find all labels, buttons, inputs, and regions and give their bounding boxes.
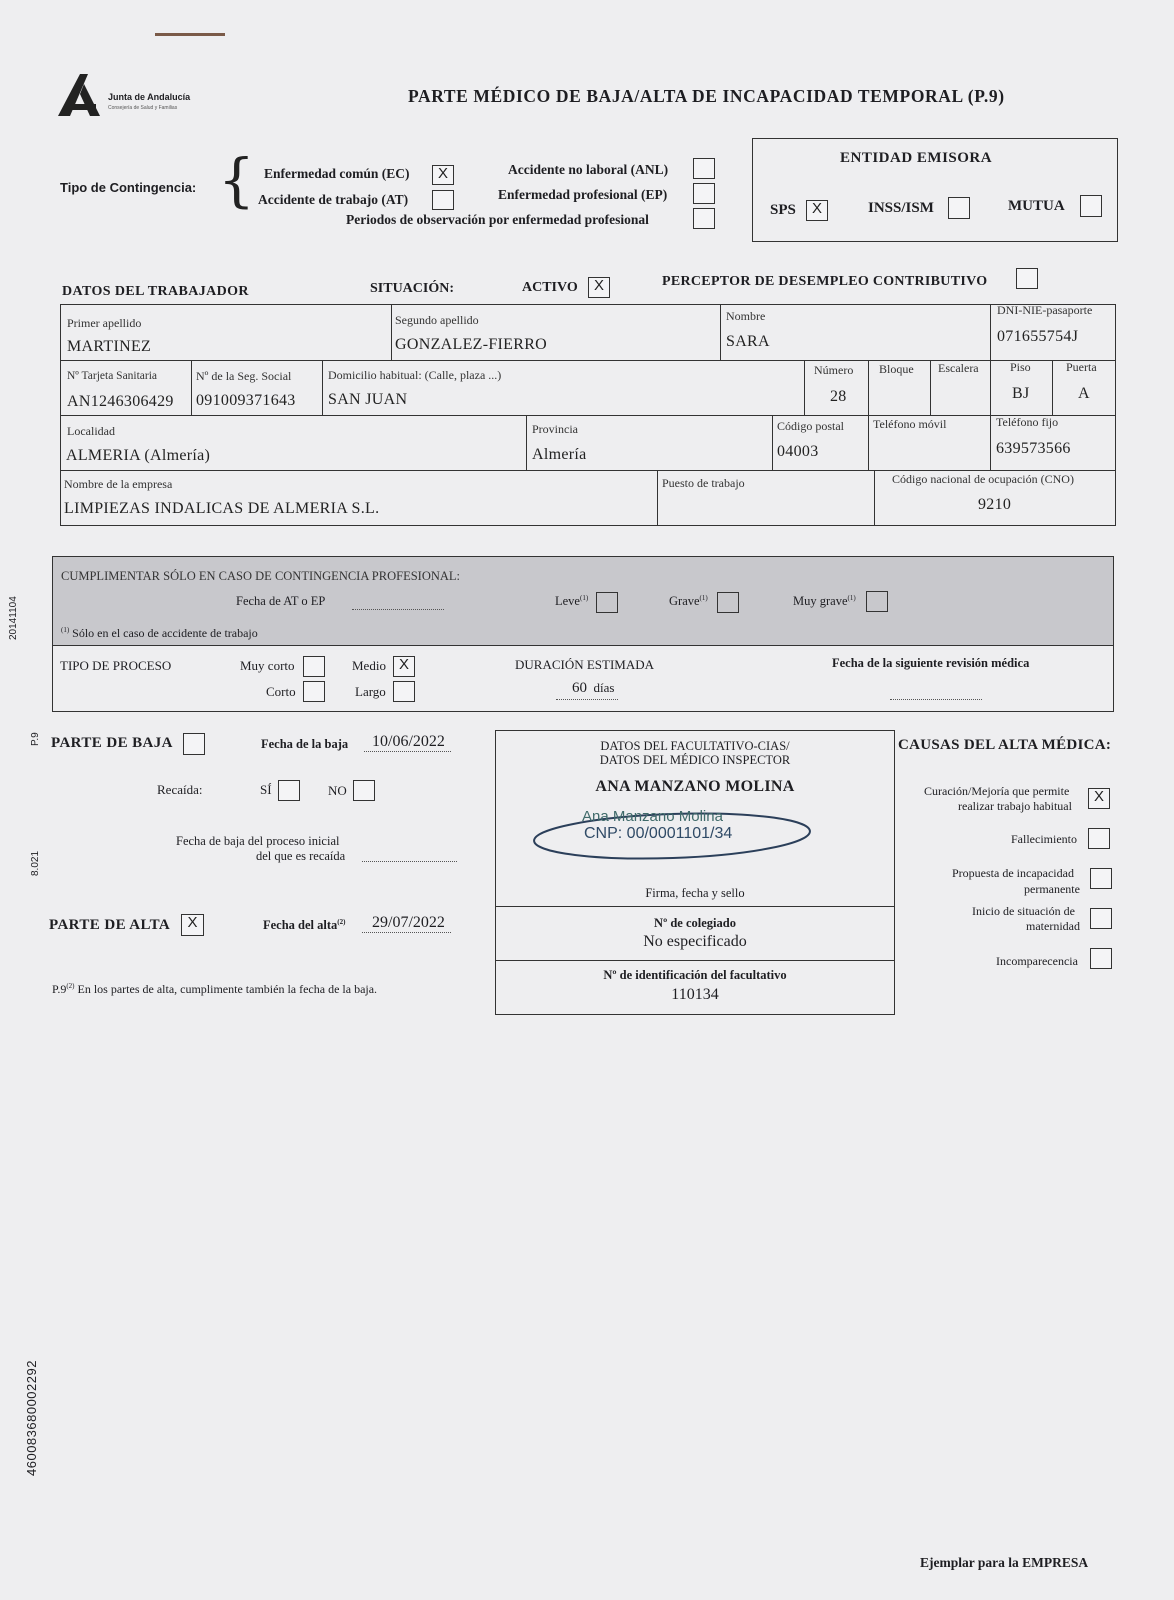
movil-label: Teléfono móvil	[873, 417, 947, 431]
fecha-at-field[interactable]	[352, 608, 444, 610]
top-mark	[155, 33, 225, 36]
bloque-label: Bloque	[879, 362, 914, 376]
trabajador-header: DATOS DEL TRABAJADOR	[62, 284, 249, 299]
ep-label: Enfermedad profesional (EP)	[498, 187, 668, 202]
ec-label: Enfermedad común (EC)	[264, 166, 410, 181]
proceso-label: TIPO DE PROCESO	[60, 658, 172, 673]
facultativo-title-1: DATOS DEL FACULTATIVO-CIAS/	[600, 739, 790, 753]
sps-label: SPS	[770, 202, 796, 218]
fijo-value: 639573566	[996, 440, 1071, 457]
firma-label: Firma, fecha y sello	[645, 886, 745, 900]
cno-value: 9210	[978, 496, 1012, 513]
perceptor-label: PERCEPTOR DE DESEMPLEO CONTRIBUTIVO	[662, 274, 988, 289]
ss-label: Nº de la Seg. Social	[196, 369, 292, 383]
fijo-label: Teléfono fijo	[996, 415, 1059, 429]
leve-label: Leve$^{(1)}$	[555, 594, 589, 609]
dni-value: 071655754J	[997, 328, 1079, 345]
propuesta-label-1: Propuesta de incapacidad	[952, 866, 1074, 880]
localidad-value: ALMERIA (Almería)	[66, 447, 211, 464]
puerta-label: Puerta	[1066, 360, 1097, 374]
fallecimiento-label: Fallecimiento	[1011, 832, 1077, 846]
puesto-label: Puesto de trabajo	[662, 476, 745, 490]
cp-value: 04003	[777, 443, 819, 460]
grave-checkbox[interactable]	[717, 592, 739, 613]
situacion-label: SITUACIÓN:	[370, 281, 455, 296]
propuesta-checkbox[interactable]	[1090, 868, 1112, 889]
alta-checkbox[interactable]: X	[181, 914, 204, 936]
ss-value: 091009371643	[196, 392, 296, 409]
margin-code-p9: P.9	[30, 732, 41, 746]
anl-label: Accidente no laboral (ANL)	[508, 162, 669, 177]
ec-checkbox[interactable]: X	[432, 165, 454, 185]
sello	[532, 808, 812, 864]
obs-label: Periodos de observación por enfermedad profesional	[346, 212, 649, 227]
colegiado-label: Nº de colegiado	[654, 916, 736, 930]
entidad-title: ENTIDAD EMISORA	[840, 150, 993, 166]
leve-checkbox[interactable]	[596, 592, 618, 613]
at-checkbox[interactable]	[432, 190, 454, 210]
provincia-label: Provincia	[532, 422, 578, 436]
muy-grave-label: Muy grave$^{(1)}$	[793, 594, 856, 609]
muy-corto-checkbox[interactable]	[303, 656, 325, 677]
domicilio-label: Domicilio habitual: (Calle, plaza ...)	[328, 368, 502, 382]
revision-field[interactable]	[890, 698, 982, 700]
id-label: Nº de identificación del facultativo	[603, 968, 787, 982]
escalera-label: Escalera	[938, 361, 979, 375]
curacion-label-1: Curación/Mejoría que permite	[924, 784, 1070, 798]
empresa-label: Nombre de la empresa	[64, 477, 173, 491]
dni-label: DNI-NIE-pasaporte	[997, 303, 1093, 317]
largo-label: Largo	[355, 684, 386, 699]
maternidad-label-1: Inicio de situación de	[972, 904, 1075, 918]
mutua-label: MUTUA	[1008, 198, 1065, 214]
numero-value: 28	[830, 388, 847, 405]
fecha-baja-value: 10/06/2022	[364, 733, 451, 752]
duracion-value: 60 días	[556, 680, 618, 700]
ep-checkbox[interactable]	[693, 183, 715, 204]
margin-code-form: 8.021	[30, 850, 41, 876]
apellido1-value: MARTINEZ	[67, 338, 152, 355]
nombre-value: SARA	[726, 333, 770, 350]
alta-note: P.9$^{(2)}$ En los partes de alta, cumplimente también la fecha de la baja.	[52, 982, 378, 996]
alta-label: PARTE DE ALTA	[49, 917, 171, 933]
apellido1-label: Primer apellido	[67, 316, 142, 330]
piso-value: BJ	[1012, 385, 1030, 402]
inss-label: INSS/ISM	[868, 200, 934, 216]
fecha-baja-label: Fecha de la baja	[261, 737, 349, 751]
fecha-alta-value: 29/07/2022	[362, 914, 451, 933]
muy-grave-checkbox[interactable]	[866, 591, 888, 612]
si-label: SÍ	[260, 782, 272, 797]
baja-checkbox[interactable]	[183, 733, 205, 755]
margin-barcode-number: 460083680002292	[24, 1360, 39, 1476]
apellido2-value: GONZALEZ-FIERRO	[395, 336, 548, 353]
cp-label: Código postal	[777, 419, 845, 433]
tarjeta-value: AN1246306429	[67, 393, 174, 410]
tarjeta-label: Nº Tarjeta Sanitaria	[67, 370, 158, 382]
fecha-at-label: Fecha de AT o EP	[236, 594, 326, 608]
muy-corto-label: Muy corto	[240, 658, 295, 673]
provincia-value: Almería	[532, 446, 587, 463]
apellido2-label: Segundo apellido	[395, 313, 479, 327]
curacion-label-2: realizar trabajo habitual	[958, 799, 1072, 813]
numero-label: Número	[814, 363, 854, 377]
activo-checkbox[interactable]: X	[588, 277, 610, 298]
inicial-label-2: del que es recaída	[256, 849, 346, 863]
andalucia-logo-icon	[58, 74, 104, 118]
no-checkbox[interactable]	[353, 780, 375, 801]
curacion-checkbox[interactable]: X	[1088, 788, 1110, 809]
inss-checkbox[interactable]	[948, 197, 970, 219]
causas-title: CAUSAS DEL ALTA MÉDICA:	[898, 737, 1112, 753]
largo-checkbox[interactable]	[393, 681, 415, 702]
sello-nombre: Ana Manzano Molina	[582, 808, 723, 825]
medio-checkbox[interactable]: X	[393, 656, 415, 677]
contingencia-label: Tipo de Contingencia:	[60, 180, 197, 195]
puerta-value: A	[1078, 385, 1090, 402]
sello-cnp: CNP: 00/0001101/34	[584, 825, 733, 842]
logo-subtitle: Consejería de Salud y Familias	[108, 105, 178, 111]
facultativo-nombre: ANA MANZANO MOLINA	[595, 778, 795, 795]
form-title: PARTE MÉDICO DE BAJA/ALTA DE INCAPACIDAD TEMPORAL (P.9)	[408, 86, 1005, 106]
incomparecencia-label: Incomparecencia	[996, 954, 1078, 968]
cno-label: Código nacional de ocupación (CNO)	[892, 472, 1074, 486]
fallecimiento-checkbox[interactable]	[1088, 828, 1110, 849]
grave-label: Grave$^{(1)}$	[669, 594, 708, 609]
baja-label: PARTE DE BAJA	[51, 735, 173, 751]
footer-ejemplar: Ejemplar para la EMPRESA	[920, 1555, 1089, 1570]
inicial-field[interactable]	[362, 860, 457, 862]
no-label: NO	[328, 783, 347, 798]
nombre-label: Nombre	[726, 309, 766, 323]
revision-label: Fecha de la siguiente revisión médica	[832, 656, 1030, 670]
logo-org: Junta de Andalucía	[108, 92, 191, 102]
maternidad-checkbox[interactable]	[1090, 908, 1112, 929]
sps-checkbox[interactable]: X	[806, 200, 828, 221]
profesional-header: CUMPLIMENTAR SÓLO EN CASO DE CONTINGENCIA PROFESIONAL:	[61, 569, 461, 583]
logo	[58, 72, 218, 132]
corto-label: Corto	[266, 684, 296, 699]
medio-label: Medio	[352, 658, 386, 673]
empresa-value: LIMPIEZAS INDALICAS DE ALMERIA S.L.	[64, 500, 380, 517]
brace: {	[218, 146, 255, 214]
activo-label: ACTIVO	[522, 280, 578, 295]
corto-checkbox[interactable]	[303, 681, 325, 702]
fecha-alta-label: Fecha del alta$^{(2)}$	[263, 918, 346, 933]
domicilio-value: SAN JUAN	[328, 391, 408, 408]
duracion-label: DURACIÓN ESTIMADA	[515, 657, 655, 672]
inicial-label-1: Fecha de baja del proceso inicial	[176, 834, 340, 848]
propuesta-label-2: permanente	[1024, 882, 1080, 896]
perceptor-checkbox[interactable]	[1016, 268, 1038, 289]
anl-checkbox[interactable]	[693, 158, 715, 179]
facultativo-title-2: DATOS DEL MÉDICO INSPECTOR	[599, 753, 791, 767]
si-checkbox[interactable]	[278, 780, 300, 801]
piso-label: Piso	[1010, 360, 1031, 374]
margin-code-date: 20141104	[8, 596, 19, 640]
incomparecencia-checkbox[interactable]	[1090, 948, 1112, 969]
id-value: 110134	[671, 986, 719, 1003]
maternidad-label-2: maternidad	[1026, 919, 1080, 933]
mutua-checkbox[interactable]	[1080, 195, 1102, 217]
localidad-label: Localidad	[67, 424, 115, 438]
profesional-note: $^{(1)}$ Sólo en el caso de accidente de trabajo	[61, 626, 258, 640]
recaida-label: Recaída:	[157, 782, 203, 797]
at-label: Accidente de trabajo (AT)	[258, 192, 409, 207]
obs-checkbox[interactable]	[693, 208, 715, 229]
colegiado-value: No especificado	[643, 933, 747, 950]
